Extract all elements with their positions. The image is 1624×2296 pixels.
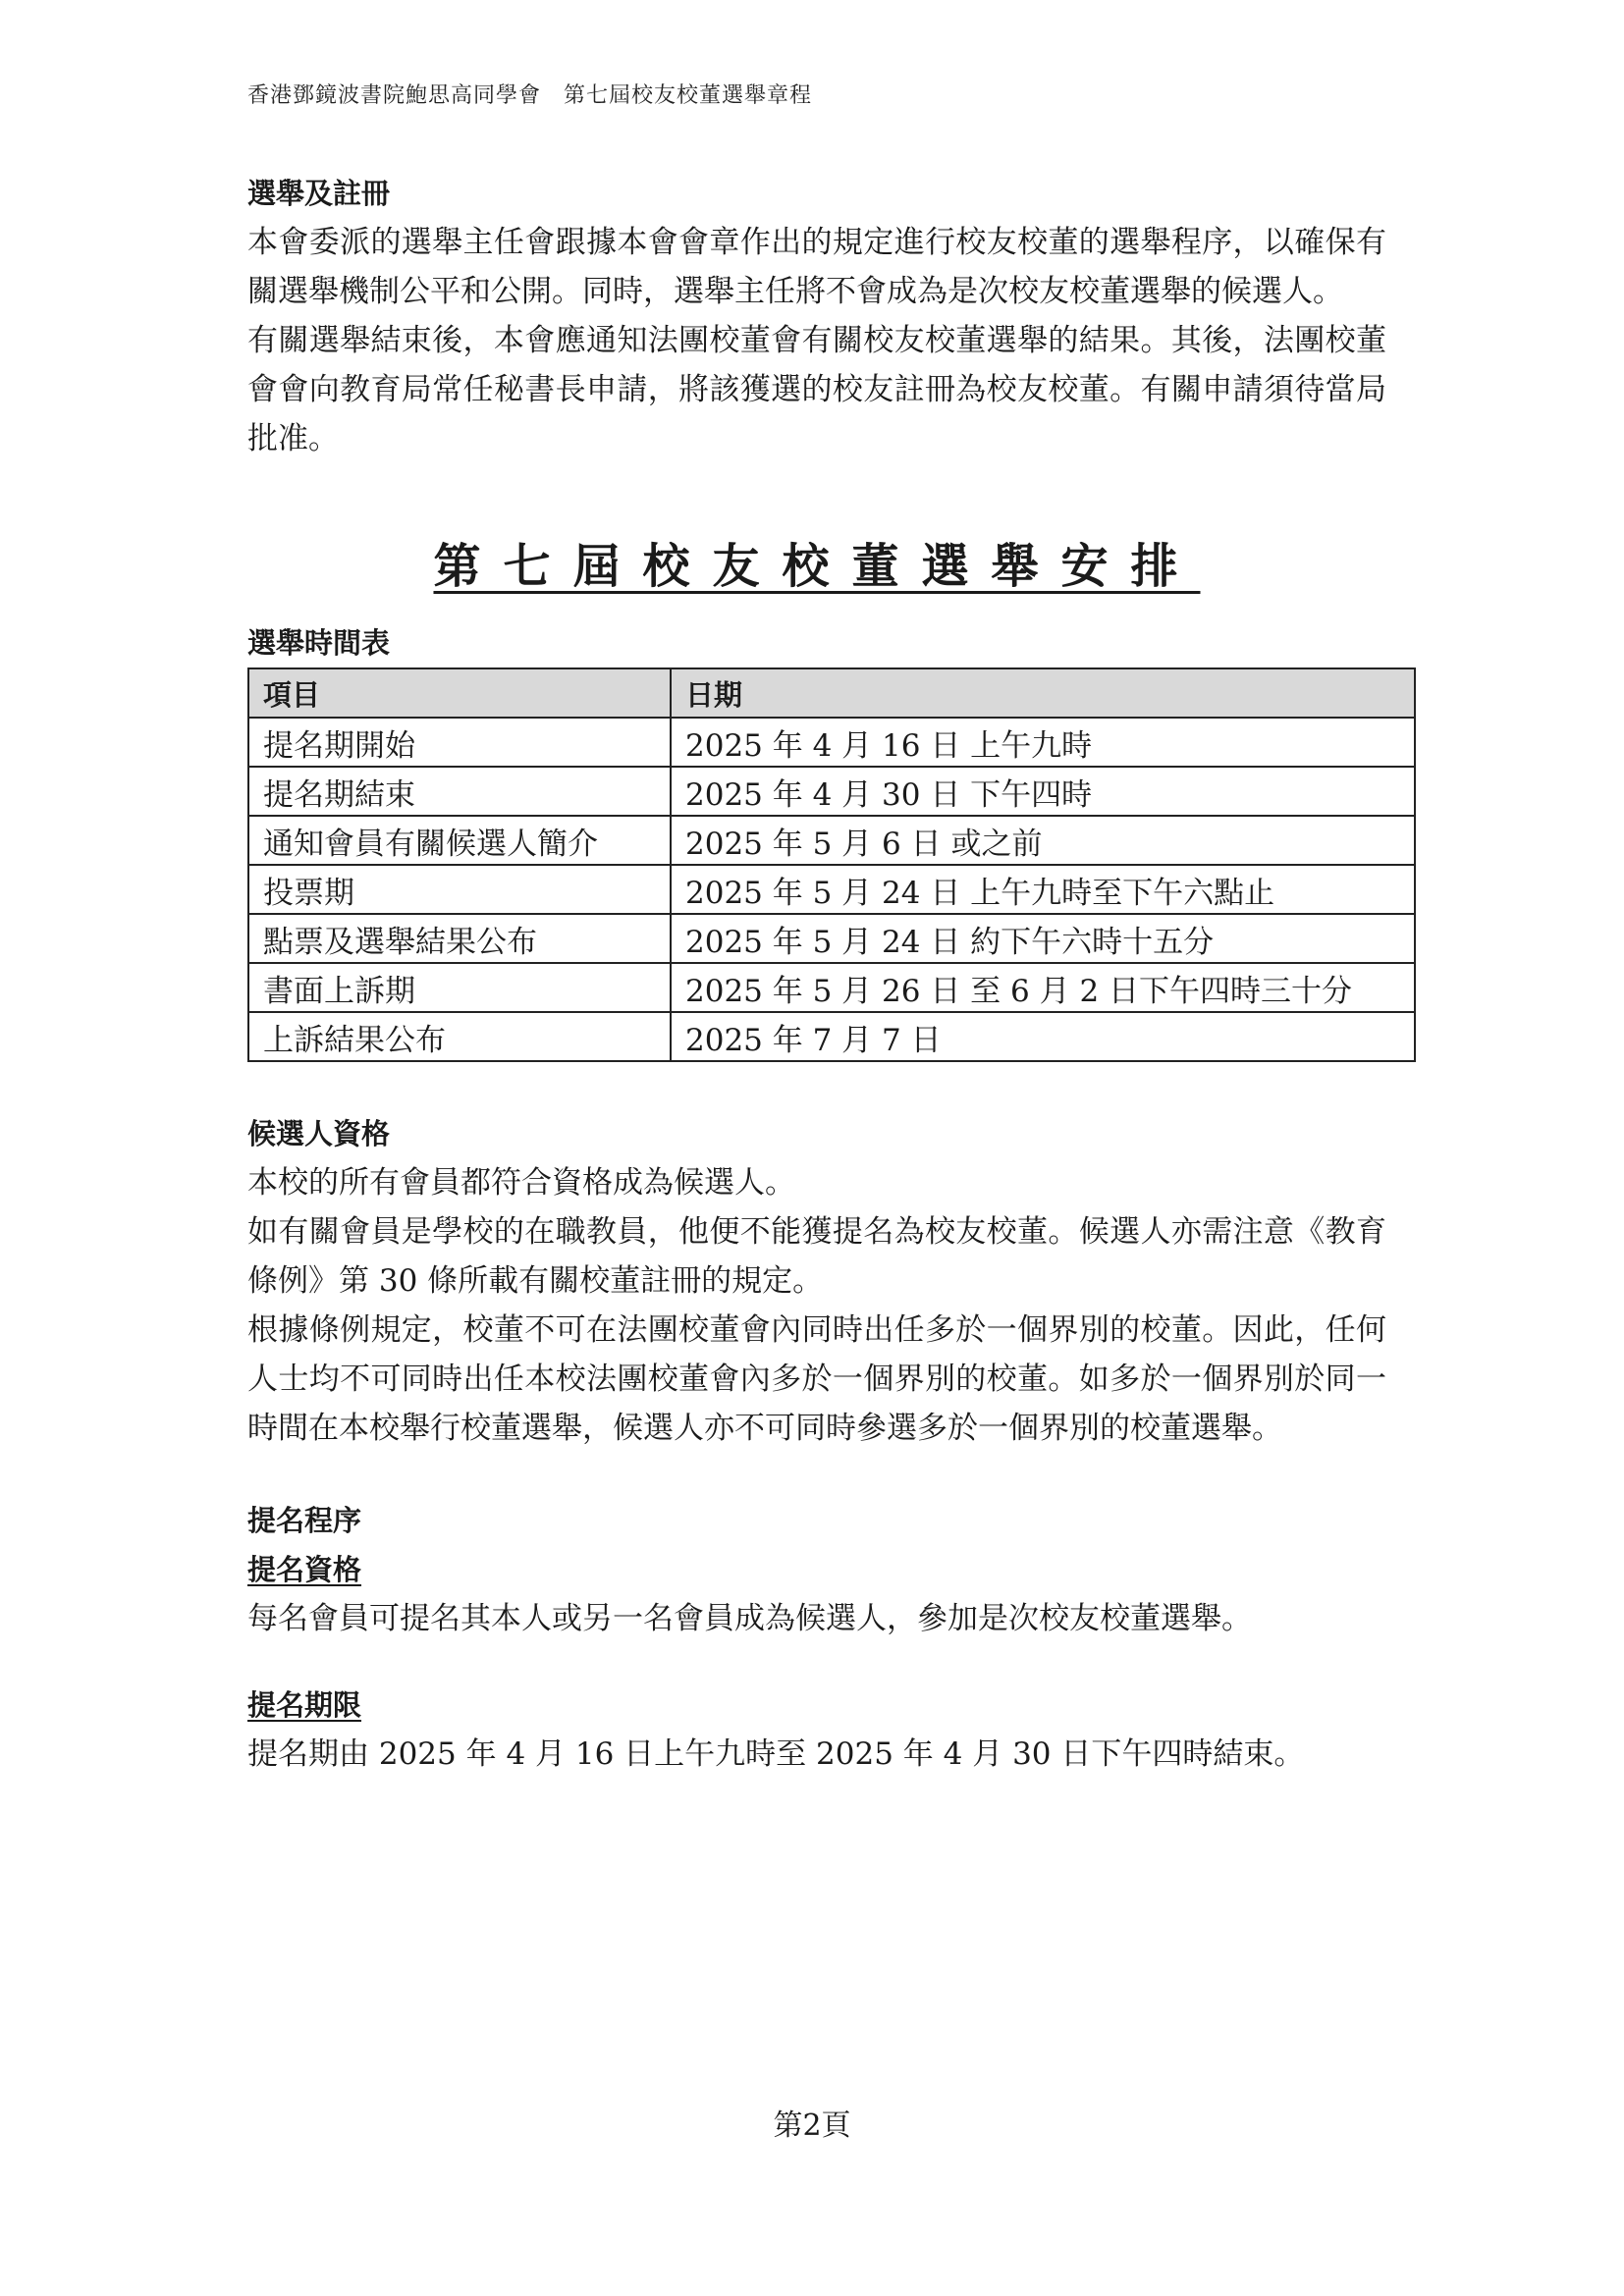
table-cell-date: 2025 年 7 月 7 日: [671, 1012, 1415, 1061]
table-cell-item: 通知會員有關候選人簡介: [248, 816, 671, 865]
column-header-date: 日期: [671, 668, 1415, 718]
nomination-section: [247, 1496, 1386, 1779]
table-cell-date: 2025 年 5 月 24 日 約下午六時十五分: [671, 914, 1415, 963]
spacer: [247, 1643, 1386, 1681]
candidate-eligibility-paragraph-3: 根據條例規定，校董不可在法團校董會內同時出任多於一個界別的校董。因此，任何人士均不可同時出任本校法團校董會內多於一個界別的校董。如多於一個界別於同一時間在本校舉行校董選舉，候選人亦不可同時參選多於一個界別的校董選舉。: [247, 1312, 1386, 1446]
table-cell-date: 2025 年 5 月 6 日 或之前: [671, 816, 1415, 865]
candidate-eligibility-paragraph-2: 如有關會員是學校的在職教員，他便不能獲提名為校友校董。候選人亦需注意《教育條例》第 30 條所載有關校董註冊的規定。: [247, 1214, 1386, 1299]
nomination-period-text: 提名期由 2025 年 4 月 16 日上午九時至 2025 年 4 月 30 日下午四時結束。: [247, 1736, 1305, 1772]
nomination-period-heading: 提名期限: [247, 1688, 362, 1722]
table-cell-date: 2025 年 4 月 30 日 下午四時: [671, 767, 1415, 816]
table-row: [248, 963, 1415, 1012]
election-registration-paragraph-1: 本會委派的選舉主任會跟據本會會章作出的規定進行校友校董的選舉程序，以確保有關選舉機制公平和公開。同時，選舉主任將不會成為是次校友校董選舉的候選人。: [247, 225, 1386, 309]
table-cell-item: 上訴結果公布: [248, 1012, 671, 1061]
table-row: [248, 767, 1415, 816]
table-row: [248, 718, 1415, 767]
timetable-section: [247, 618, 1386, 1062]
table-row: [248, 1012, 1415, 1061]
table-cell-date: 2025 年 5 月 24 日 上午九時至下午六點止: [671, 865, 1415, 914]
timetable-heading: 選舉時間表: [247, 626, 391, 660]
candidate-eligibility-paragraph-1: 本校的所有會員都符合資格成為候選人。: [247, 1165, 795, 1201]
table-cell-item: 提名期開始: [248, 718, 671, 767]
table-row: [248, 914, 1415, 963]
nomination-eligibility-heading: 提名資格: [247, 1553, 362, 1586]
column-header-item: 項目: [248, 668, 671, 718]
running-header: 香港鄧鏡波書院鮑思高同學會 第七屆校友校董選舉章程: [247, 83, 813, 108]
arrangement-title: 第七屆校友校董選舉安排: [433, 539, 1201, 594]
spacer: [247, 1453, 1386, 1496]
page-number: 第2頁: [773, 2109, 851, 2143]
election-timetable: [247, 667, 1416, 1062]
election-registration-section: [247, 169, 1386, 463]
candidate-eligibility-section: [247, 1109, 1386, 1453]
election-registration-paragraph-2: 有關選舉結束後，本會應通知法團校董會有關校友校董選舉的結果。其後，法團校董會會向教育局常任秘書長申請，將該獲選的校友註冊為校友校董。有關申請須待當局批准。: [247, 323, 1386, 456]
table-cell-item: 投票期: [248, 865, 671, 914]
page-content: [247, 169, 1386, 1779]
candidate-eligibility-heading: 候選人資格: [247, 1117, 391, 1150]
nomination-eligibility-text: 每名會員可提名其本人或另一名會員成為候選人，參加是次校友校董選舉。: [247, 1601, 1252, 1636]
table-cell-item: 點票及選舉結果公布: [248, 914, 671, 963]
spacer: [247, 1062, 1386, 1109]
election-registration-heading: 選舉及註冊: [247, 177, 391, 210]
table-cell-item: 書面上訴期: [248, 963, 671, 1012]
table-row: [248, 865, 1415, 914]
table-row: [248, 816, 1415, 865]
nomination-procedure-heading: 提名程序: [247, 1504, 362, 1537]
table-cell-date: 2025 年 5 月 26 日 至 6 月 2 日下午四時三十分: [671, 963, 1415, 1012]
table-header-row: [248, 668, 1415, 718]
table-cell-date: 2025 年 4 月 16 日 上午九時: [671, 718, 1415, 767]
table-cell-item: 提名期結束: [248, 767, 671, 816]
